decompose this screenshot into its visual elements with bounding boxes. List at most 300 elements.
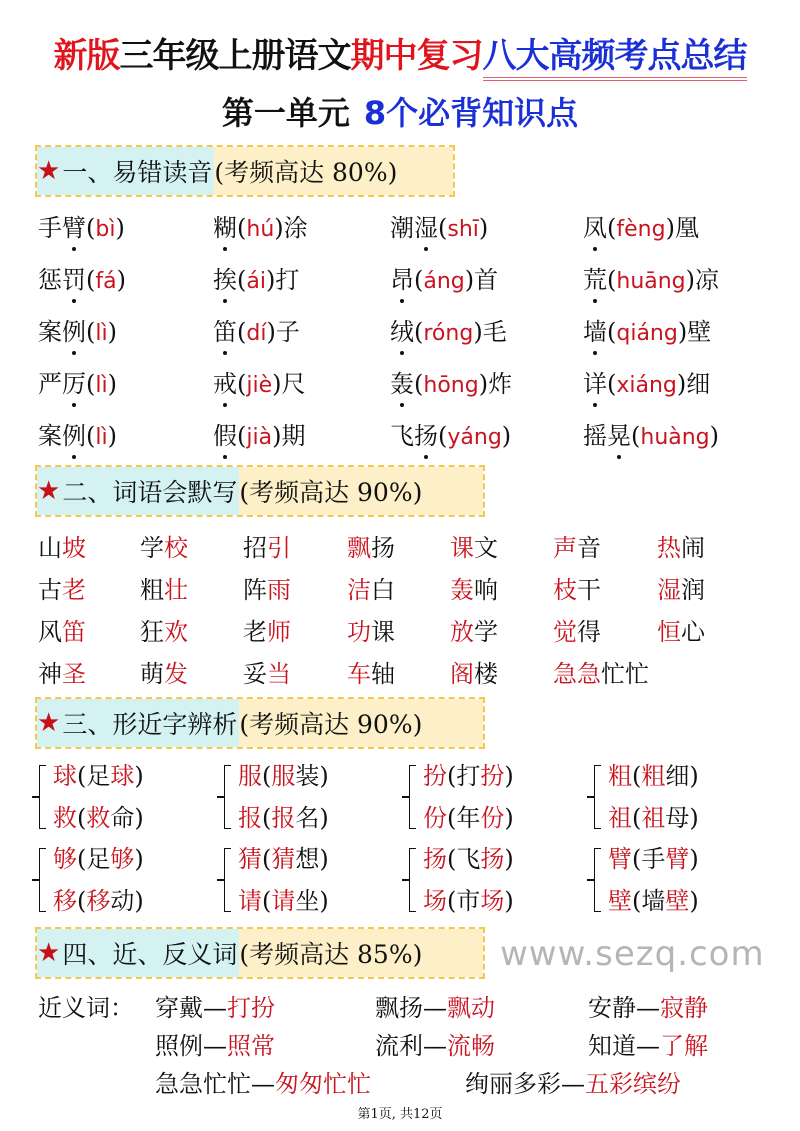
dotted-char: 例 bbox=[62, 312, 86, 347]
word-part: 坐 bbox=[295, 887, 320, 915]
punctuation: ( bbox=[237, 214, 247, 242]
punctuation: ( bbox=[77, 887, 87, 915]
pronunciation-item bbox=[583, 208, 699, 243]
points-label: 8个必背知识点 bbox=[363, 94, 579, 132]
title-part: 八大高频考点总结 bbox=[483, 36, 747, 81]
word-part: 足 bbox=[86, 845, 111, 873]
dash: — bbox=[561, 1070, 585, 1098]
punctuation: ( bbox=[86, 266, 96, 294]
similar-char-line bbox=[238, 880, 329, 922]
section-header bbox=[35, 465, 485, 517]
synonym-pair bbox=[375, 1026, 495, 1061]
pronunciation-item bbox=[213, 208, 308, 243]
section-title bbox=[37, 699, 239, 747]
synonym-pair bbox=[588, 988, 708, 1023]
synonym-word: 流利 bbox=[375, 1032, 423, 1060]
synonym-answer: 了解 bbox=[660, 1032, 708, 1060]
pronunciation-item bbox=[390, 312, 507, 347]
punctuation: ( bbox=[447, 804, 457, 832]
target-char: 扬 bbox=[423, 845, 447, 873]
similar-char-line bbox=[423, 838, 514, 880]
bracket-icon bbox=[39, 848, 46, 912]
dictation-word bbox=[553, 528, 601, 563]
pinyin: fá bbox=[95, 269, 117, 294]
pinyin: huàng bbox=[640, 425, 710, 450]
similar-char-line bbox=[53, 880, 144, 922]
similar-char-line bbox=[423, 797, 514, 839]
word-part: 装 bbox=[295, 762, 320, 790]
pronunciation-item bbox=[213, 416, 305, 451]
pinyin: ái bbox=[246, 269, 266, 294]
punctuation: ) bbox=[319, 845, 329, 873]
title-part: 三年级上册语文 bbox=[119, 36, 351, 76]
pronunciation-item bbox=[38, 416, 117, 451]
target-char: 服 bbox=[238, 762, 262, 790]
synonym-word: 飘扬 bbox=[375, 994, 423, 1022]
punctuation: ) bbox=[689, 845, 699, 873]
section-frequency: (考频高达 90%) bbox=[239, 467, 483, 515]
dotted-char: 墙 bbox=[583, 312, 607, 347]
pinyin: bì bbox=[95, 217, 116, 242]
synonym-pair bbox=[155, 1026, 275, 1061]
pronunciation-row bbox=[0, 208, 800, 248]
synonym-answer: 打扮 bbox=[227, 994, 275, 1022]
word-part: 手 bbox=[641, 845, 666, 873]
punctuation: ( bbox=[631, 422, 641, 450]
synonym-row bbox=[0, 1026, 800, 1066]
highlight-char: 觉 bbox=[553, 618, 577, 646]
punctuation: ) bbox=[107, 318, 117, 346]
highlight-char: 扮 bbox=[480, 762, 505, 790]
synonym-pair bbox=[155, 988, 275, 1023]
dictation-word bbox=[140, 570, 188, 605]
highlight-char: 圣 bbox=[62, 660, 86, 688]
punctuation: ) bbox=[709, 422, 720, 450]
similar-char-line bbox=[53, 797, 144, 839]
word-part: 神 bbox=[38, 660, 62, 688]
punctuation: ) bbox=[115, 214, 125, 242]
highlight-char: 报 bbox=[271, 804, 296, 832]
similar-char-line bbox=[608, 755, 699, 797]
similar-char-pair bbox=[220, 838, 329, 922]
dictation-word bbox=[243, 654, 291, 689]
highlight-char: 粗 bbox=[641, 762, 666, 790]
word-part: 飞 bbox=[390, 422, 414, 450]
dictation-word bbox=[450, 570, 498, 605]
highlight-char: 校 bbox=[164, 534, 188, 562]
similar-char-pair bbox=[220, 755, 329, 839]
word-part: 风 bbox=[38, 618, 62, 646]
target-char: 壁 bbox=[608, 887, 632, 915]
word-part: 干 bbox=[577, 576, 601, 604]
word-part: 案 bbox=[38, 318, 62, 346]
highlight-char: 声 bbox=[553, 534, 577, 562]
word-part: 轴 bbox=[371, 660, 395, 688]
highlight-char: 车 bbox=[347, 660, 371, 688]
highlight-char: 笛 bbox=[62, 618, 86, 646]
punctuation: ( bbox=[632, 845, 642, 873]
similar-char-line bbox=[608, 880, 699, 922]
punctuation: ( bbox=[438, 422, 448, 450]
punctuation: ) bbox=[107, 370, 117, 398]
synonym-answer: 流畅 bbox=[447, 1032, 495, 1060]
word-part: 音 bbox=[577, 534, 601, 562]
highlight-char: 热 bbox=[657, 534, 681, 562]
target-char: 臂 bbox=[608, 845, 632, 873]
punctuation: ( bbox=[607, 370, 617, 398]
punctuation: ) bbox=[464, 266, 475, 294]
punctuation: ) bbox=[504, 845, 514, 873]
highlight-char: 份 bbox=[480, 804, 505, 832]
dictation-word bbox=[553, 612, 601, 647]
pinyin: dí bbox=[246, 321, 267, 346]
similar-char-line bbox=[608, 838, 699, 880]
similar-char-pair bbox=[405, 755, 514, 839]
pronunciation-row bbox=[0, 416, 800, 456]
synonym-answer: 五彩缤纷 bbox=[585, 1070, 681, 1098]
punctuation: ( bbox=[77, 845, 87, 873]
word-part: 老 bbox=[243, 618, 267, 646]
punctuation: ( bbox=[447, 762, 457, 790]
punctuation: ) bbox=[265, 266, 276, 294]
punctuation: ( bbox=[607, 318, 617, 346]
word-part: 凰 bbox=[674, 214, 699, 242]
word-part: 潮 bbox=[390, 214, 414, 242]
target-char: 救 bbox=[53, 804, 77, 832]
punctuation: ( bbox=[262, 845, 272, 873]
bracket-icon bbox=[39, 765, 46, 829]
highlight-char: 移 bbox=[86, 887, 111, 915]
highlight-char: 老 bbox=[62, 576, 86, 604]
word-part: 狂 bbox=[140, 618, 164, 646]
punctuation: ( bbox=[607, 214, 617, 242]
punctuation: ) bbox=[266, 318, 276, 346]
dictation-word bbox=[140, 654, 188, 689]
highlight-char: 坡 bbox=[62, 534, 86, 562]
target-char: 场 bbox=[423, 887, 447, 915]
highlight-char: 球 bbox=[110, 762, 135, 790]
punctuation: ( bbox=[77, 762, 87, 790]
dotted-char: 臂 bbox=[62, 208, 86, 243]
word-part: 凉 bbox=[695, 266, 720, 294]
dictation-row bbox=[0, 612, 800, 652]
highlight-char: 壁 bbox=[665, 887, 690, 915]
highlight-char: 洁 bbox=[347, 576, 371, 604]
word-part: 年 bbox=[456, 804, 481, 832]
dictation-word bbox=[657, 612, 705, 647]
section-frequency: (考频高达 90%) bbox=[239, 699, 483, 747]
punctuation: ( bbox=[237, 422, 247, 450]
dictation-word bbox=[347, 654, 395, 689]
word-part: 案 bbox=[38, 422, 62, 450]
word-part: 响 bbox=[474, 576, 498, 604]
synonym-word: 急急忙忙 bbox=[155, 1070, 251, 1098]
punctuation: ( bbox=[607, 266, 617, 294]
punctuation: ) bbox=[319, 804, 329, 832]
punctuation: ( bbox=[237, 370, 247, 398]
synonym-word: 绚丽多彩 bbox=[465, 1070, 561, 1098]
punctuation: ( bbox=[237, 318, 247, 346]
punctuation: ( bbox=[86, 318, 96, 346]
highlight-char: 引 bbox=[267, 534, 291, 562]
punctuation: ( bbox=[86, 370, 96, 398]
punctuation: ( bbox=[447, 845, 457, 873]
word-part: 毛 bbox=[482, 318, 507, 346]
bracket-icon bbox=[224, 765, 231, 829]
punctuation: ) bbox=[665, 214, 675, 242]
punctuation: ) bbox=[689, 804, 699, 832]
punctuation: ) bbox=[685, 266, 696, 294]
word-part: 扬 bbox=[371, 534, 395, 562]
dictation-word bbox=[140, 612, 188, 647]
pinyin: lì bbox=[95, 425, 108, 450]
dotted-char: 罚 bbox=[62, 260, 86, 295]
target-char: 请 bbox=[238, 887, 262, 915]
pronunciation-row bbox=[0, 364, 800, 404]
punctuation: ) bbox=[473, 318, 483, 346]
pinyin: lì bbox=[95, 321, 108, 346]
synonym-row bbox=[0, 988, 800, 1028]
word-part: 文 bbox=[474, 534, 498, 562]
dictation-word bbox=[347, 612, 395, 647]
dictation-word bbox=[657, 528, 705, 563]
synonym-row bbox=[0, 1064, 800, 1104]
pronunciation-row bbox=[0, 260, 800, 300]
word-part: 课 bbox=[371, 618, 395, 646]
similar-char-line bbox=[238, 797, 329, 839]
dictation-word bbox=[347, 528, 395, 563]
target-char: 份 bbox=[423, 804, 447, 832]
star-icon: ★ bbox=[37, 476, 61, 506]
word-part: 心 bbox=[681, 618, 705, 646]
dictation-word bbox=[553, 654, 649, 689]
target-char: 猜 bbox=[238, 845, 262, 873]
word-part: 学 bbox=[474, 618, 498, 646]
target-char: 扮 bbox=[423, 762, 447, 790]
similar-char-line bbox=[238, 755, 329, 797]
synonym-pair bbox=[588, 1026, 708, 1061]
word-part: 忙忙 bbox=[601, 660, 649, 688]
punctuation: ) bbox=[504, 804, 514, 832]
dictation-word bbox=[243, 612, 291, 647]
word-part: 母 bbox=[665, 804, 690, 832]
word-part: 细 bbox=[665, 762, 690, 790]
word-part: 子 bbox=[275, 318, 300, 346]
pronunciation-item bbox=[390, 364, 512, 399]
similar-char-line bbox=[423, 880, 514, 922]
word-part: 阵 bbox=[243, 576, 267, 604]
dictation-word bbox=[38, 570, 86, 605]
word-part: 期 bbox=[281, 422, 306, 450]
highlight-char: 湿 bbox=[657, 576, 681, 604]
section-title bbox=[37, 467, 239, 515]
punctuation: ( bbox=[262, 804, 272, 832]
pronunciation-item bbox=[583, 312, 711, 347]
word-part: 山 bbox=[38, 534, 62, 562]
word-part: 飞 bbox=[456, 845, 481, 873]
word-part: 墙 bbox=[641, 887, 666, 915]
punctuation: ( bbox=[237, 266, 247, 294]
synonym-answer: 飘动 bbox=[447, 994, 495, 1022]
pronunciation-item bbox=[213, 364, 306, 399]
pinyin: áng bbox=[423, 269, 465, 294]
section-label: 二、词语会默写 bbox=[62, 478, 238, 507]
punctuation: ) bbox=[272, 422, 282, 450]
word-part: 涂 bbox=[283, 214, 308, 242]
dictation-word bbox=[347, 570, 395, 605]
word-part: 手 bbox=[38, 214, 62, 242]
target-char: 粗 bbox=[608, 762, 632, 790]
word-part: 萌 bbox=[140, 660, 164, 688]
dictation-word bbox=[450, 612, 498, 647]
section-title bbox=[37, 929, 239, 977]
highlight-char: 猜 bbox=[271, 845, 296, 873]
dotted-char: 湿 bbox=[414, 208, 438, 243]
dotted-char: 轰 bbox=[390, 364, 414, 399]
punctuation: ) bbox=[677, 318, 688, 346]
punctuation: ) bbox=[689, 887, 699, 915]
section-frequency: (考频高达 80%) bbox=[214, 147, 453, 195]
synonym-answer: 匆匆忙忙 bbox=[275, 1070, 371, 1098]
title-part: 期中复习 bbox=[350, 36, 483, 76]
highlight-char: 欢 bbox=[164, 618, 188, 646]
highlight-char: 放 bbox=[450, 618, 474, 646]
dotted-char: 厉 bbox=[62, 364, 86, 399]
punctuation: ( bbox=[447, 887, 457, 915]
highlight-char: 发 bbox=[164, 660, 188, 688]
unit-subtitle bbox=[0, 88, 800, 134]
dictation-word bbox=[450, 528, 498, 563]
dotted-char: 绒 bbox=[390, 312, 414, 347]
dictation-row bbox=[0, 654, 800, 694]
bracket-icon bbox=[409, 848, 416, 912]
target-char: 祖 bbox=[608, 804, 632, 832]
star-icon: ★ bbox=[37, 938, 61, 968]
similar-char-pair bbox=[35, 838, 144, 922]
punctuation: ( bbox=[86, 214, 96, 242]
pronunciation-item bbox=[213, 312, 300, 347]
word-part: 动 bbox=[110, 887, 135, 915]
highlight-char: 扬 bbox=[480, 845, 505, 873]
bracket-icon bbox=[409, 765, 416, 829]
bracket-icon bbox=[224, 848, 231, 912]
pronunciation-item bbox=[38, 312, 117, 347]
punctuation: ( bbox=[632, 887, 642, 915]
target-char: 报 bbox=[238, 804, 262, 832]
punctuation: ) bbox=[134, 887, 144, 915]
star-icon: ★ bbox=[37, 156, 61, 186]
word-part: 惩 bbox=[38, 266, 62, 294]
dotted-char: 凤 bbox=[583, 208, 607, 243]
dictation-row bbox=[0, 528, 800, 568]
word-part: 楼 bbox=[474, 660, 498, 688]
dash: — bbox=[636, 1032, 660, 1060]
dictation-row bbox=[0, 570, 800, 610]
synonym-word: 安静 bbox=[588, 994, 636, 1022]
punctuation: ( bbox=[414, 370, 424, 398]
bracket-icon bbox=[594, 765, 601, 829]
punctuation: ) bbox=[134, 762, 144, 790]
dash: — bbox=[203, 994, 227, 1022]
dash: — bbox=[251, 1070, 275, 1098]
dash: — bbox=[636, 994, 660, 1022]
similar-char-line bbox=[608, 797, 699, 839]
word-part: 名 bbox=[295, 804, 320, 832]
target-char: 够 bbox=[53, 845, 77, 873]
punctuation: ) bbox=[272, 370, 282, 398]
section-label: 一、易错读音 bbox=[62, 158, 213, 187]
section-header bbox=[35, 145, 455, 197]
title-part: 新版 bbox=[53, 36, 120, 76]
pinyin: jià bbox=[246, 425, 273, 450]
highlight-char: 请 bbox=[271, 887, 296, 915]
target-char: 球 bbox=[53, 762, 77, 790]
pronunciation-item bbox=[38, 208, 125, 243]
synonym-word: 知道 bbox=[588, 1032, 636, 1060]
highlight-char: 课 bbox=[450, 534, 474, 562]
punctuation: ) bbox=[478, 370, 489, 398]
dictation-word bbox=[38, 528, 86, 563]
pronunciation-item bbox=[583, 364, 710, 399]
highlight-char: 臂 bbox=[665, 845, 690, 873]
punctuation: ( bbox=[77, 804, 87, 832]
highlight-char: 飘 bbox=[347, 534, 371, 562]
word-part: 闹 bbox=[681, 534, 705, 562]
word-part: 招 bbox=[243, 534, 267, 562]
highlight-char: 当 bbox=[267, 660, 291, 688]
punctuation: ) bbox=[478, 214, 489, 242]
highlight-char: 师 bbox=[267, 618, 291, 646]
punctuation: ) bbox=[504, 762, 514, 790]
document-title bbox=[0, 28, 800, 77]
section-header bbox=[35, 697, 485, 749]
dictation-word bbox=[657, 570, 705, 605]
word-part: 严 bbox=[38, 370, 62, 398]
section-title bbox=[37, 147, 214, 195]
dictation-word bbox=[140, 528, 188, 563]
pinyin: róng bbox=[423, 321, 474, 346]
punctuation: ( bbox=[414, 266, 424, 294]
synonym-answer: 照常 bbox=[227, 1032, 275, 1060]
dotted-char: 笛 bbox=[213, 312, 237, 347]
pinyin: jiè bbox=[246, 373, 273, 398]
dotted-char: 晃 bbox=[607, 416, 631, 451]
dotted-char: 挨 bbox=[213, 260, 237, 295]
word-part: 妥 bbox=[243, 660, 267, 688]
watermark: www.sezq.com bbox=[500, 934, 765, 974]
highlight-char: 够 bbox=[110, 845, 135, 873]
section-label: 四、近、反义词 bbox=[62, 940, 238, 969]
dictation-word bbox=[243, 528, 291, 563]
similar-char-pair bbox=[590, 755, 699, 839]
punctuation: ) bbox=[274, 214, 284, 242]
word-part: 打 bbox=[275, 266, 300, 294]
pinyin: yáng bbox=[447, 425, 502, 450]
pinyin: qiáng bbox=[616, 321, 678, 346]
word-part: 学 bbox=[140, 534, 164, 562]
punctuation: ( bbox=[414, 318, 424, 346]
highlight-char: 救 bbox=[86, 804, 111, 832]
word-part: 摇 bbox=[583, 422, 607, 450]
pinyin: fèng bbox=[616, 217, 666, 242]
word-part: 打 bbox=[456, 762, 481, 790]
similar-char-line bbox=[53, 838, 144, 880]
highlight-char: 雨 bbox=[267, 576, 291, 604]
pinyin: hōng bbox=[423, 373, 479, 398]
dotted-char: 荒 bbox=[583, 260, 607, 295]
punctuation: ) bbox=[116, 266, 126, 294]
pronunciation-item bbox=[583, 260, 719, 295]
